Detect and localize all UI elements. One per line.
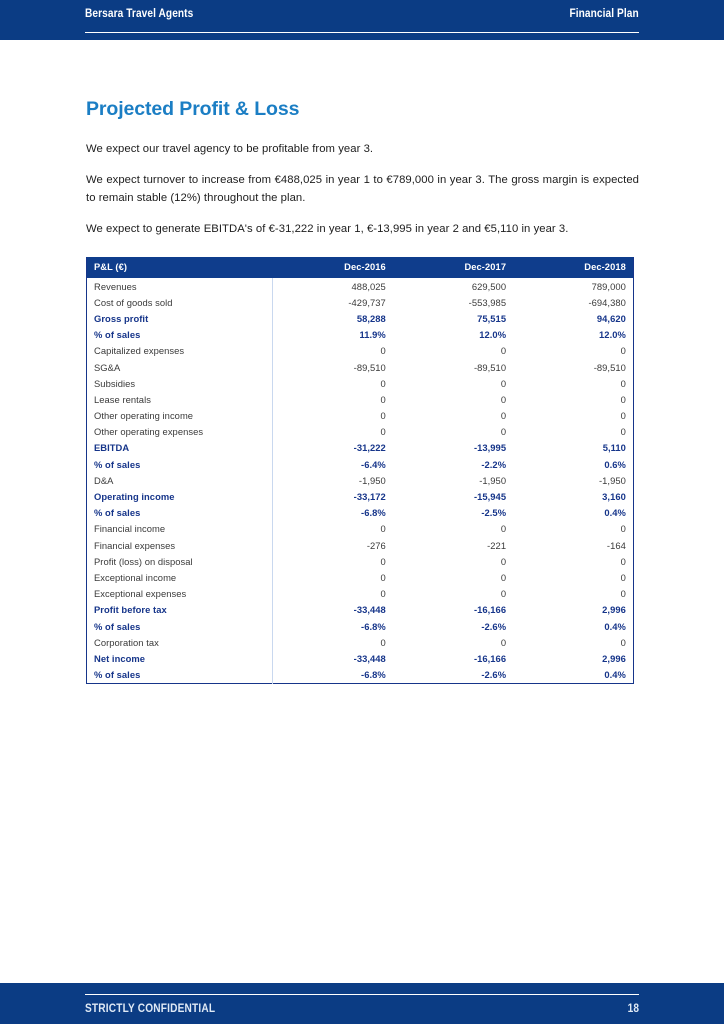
table-row [87, 569, 634, 585]
row-label: D&A [87, 472, 273, 488]
row-value: 0 [620, 377, 626, 389]
row-value: 0 [620, 345, 626, 357]
row-value: 0.4% [604, 507, 626, 519]
row-value: -429,737 [348, 296, 386, 308]
row-value: 12.0% [479, 329, 507, 341]
table-row [87, 278, 634, 294]
row-value: 0 [380, 555, 386, 567]
table-row [87, 602, 634, 618]
page-content [86, 40, 638, 684]
table-row [87, 472, 634, 488]
table-row [87, 634, 634, 650]
table-row [87, 310, 634, 326]
row-value: 0 [620, 555, 626, 567]
row-label: % of sales [87, 505, 273, 521]
row-value: -2.6% [481, 669, 507, 681]
row-value: 0 [380, 393, 386, 405]
table-row [87, 586, 634, 602]
row-value: -553,985 [468, 296, 507, 308]
table-header-row [87, 257, 634, 278]
row-value: 0 [380, 588, 386, 600]
row-value: -6.4% [361, 458, 386, 470]
row-value: -221 [487, 539, 507, 551]
row-value: 0.4% [604, 620, 626, 632]
row-value: -694,380 [588, 296, 626, 308]
row-value: 0 [380, 523, 386, 535]
footer-page-number: 18 [627, 1003, 639, 1015]
table-row [87, 456, 634, 472]
row-value: -1,950 [599, 474, 626, 486]
row-label: Operating income [87, 488, 273, 504]
row-value: -16,166 [473, 652, 507, 664]
row-value: -2.5% [481, 507, 507, 519]
row-value: 0 [380, 426, 386, 438]
row-label: Exceptional expenses [87, 586, 273, 602]
table-row [87, 294, 634, 310]
row-value: -89,510 [353, 361, 386, 373]
row-value: -33,448 [353, 604, 386, 616]
row-value: 0 [380, 377, 386, 389]
row-value: 0 [380, 571, 386, 583]
row-value: 0 [500, 345, 507, 357]
row-label: Exceptional income [87, 569, 273, 585]
row-value: -2.2% [481, 458, 507, 470]
row-label: % of sales [87, 327, 273, 343]
table-row [87, 505, 634, 521]
table-row [87, 488, 634, 504]
row-label: % of sales [87, 456, 273, 472]
row-value: -15,945 [473, 491, 507, 503]
row-value: 0 [380, 410, 386, 422]
row-value: 789,000 [591, 280, 626, 292]
row-value: -1,950 [479, 474, 507, 486]
row-value: -2.6% [481, 620, 507, 632]
row-label: Cost of goods sold [87, 294, 273, 310]
row-label: Capitalized expenses [87, 343, 273, 359]
table-row [87, 343, 634, 359]
table-row [87, 537, 634, 553]
row-label: Other operating income [87, 408, 273, 424]
row-value: 0 [500, 426, 507, 438]
table-row [87, 424, 634, 440]
paragraph-turnover: We expect turnover to increase from €488,025 in year 1 to €789,000 in year 3. The gross margin is expected to remain stable (12%) throughout the plan. [86, 174, 639, 204]
row-value: 11.9% [359, 329, 386, 341]
row-value: 0 [620, 523, 626, 535]
row-label: Gross profit [87, 310, 273, 326]
row-label: SG&A [87, 359, 273, 375]
row-value: 629,500 [471, 280, 507, 292]
row-value: 2,996 [602, 652, 626, 664]
row-value: 0 [620, 410, 626, 422]
row-label: Profit (loss) on disposal [87, 553, 273, 569]
page-title: Projected Profit & Loss [86, 98, 300, 120]
row-value: 0 [500, 588, 507, 600]
row-value: 488,025 [351, 280, 386, 292]
profit-and-loss-table [86, 257, 634, 684]
row-label: Financial expenses [87, 537, 273, 553]
page-header-rule [85, 8, 639, 33]
table-row [87, 327, 634, 343]
page-footer-band [0, 983, 724, 1024]
row-value: 3,160 [602, 491, 626, 503]
table-row [87, 359, 634, 375]
table-row [87, 650, 634, 666]
row-value: -6.8% [361, 669, 386, 681]
row-value: 0 [620, 636, 626, 648]
row-value: 0 [500, 636, 507, 648]
column-header-dec-2018: Dec-2018 [513, 257, 633, 278]
row-value: -6.8% [361, 507, 386, 519]
table-row [87, 408, 634, 424]
table-row [87, 553, 634, 569]
row-label: Lease rentals [87, 391, 273, 407]
table-row [87, 521, 634, 537]
row-value: 0.4% [604, 669, 626, 681]
row-value: 0 [620, 571, 626, 583]
column-header-dec-2016: Dec-2016 [273, 257, 393, 278]
column-header-dec-2017: Dec-2017 [393, 257, 513, 278]
row-value: -16,166 [473, 604, 507, 616]
table-row [87, 440, 634, 456]
row-value: 0 [500, 393, 507, 405]
row-value: 0.6% [604, 458, 626, 470]
row-value: 75,515 [477, 312, 507, 324]
row-value: 94,620 [596, 312, 626, 324]
row-value: 0 [500, 571, 507, 583]
row-value: -33,172 [353, 491, 386, 503]
row-value: 0 [500, 523, 507, 535]
header-document-title: Financial Plan [569, 8, 639, 20]
row-value: -6.8% [361, 620, 386, 632]
row-value: -33,448 [353, 652, 386, 664]
row-label: EBITDA [87, 440, 273, 456]
table-row [87, 618, 634, 634]
row-value: 2,996 [602, 604, 626, 616]
table-row [87, 391, 634, 407]
row-value: 0 [620, 588, 626, 600]
page-header-band [0, 0, 724, 40]
table-row [87, 375, 634, 391]
row-label: Financial income [87, 521, 273, 537]
row-value: 0 [380, 636, 386, 648]
row-value: 0 [500, 555, 507, 567]
column-header-label: P&L (€) [87, 257, 273, 278]
header-company-name: Bersara Travel Agents [85, 8, 194, 20]
row-value: 0 [500, 410, 507, 422]
row-label: % of sales [87, 618, 273, 634]
row-value: 0 [500, 377, 507, 389]
row-label: Corporation tax [87, 634, 273, 650]
row-label: Revenues [87, 278, 273, 294]
row-value: -276 [366, 539, 386, 551]
row-value: 58,288 [356, 312, 386, 324]
row-value: -13,995 [473, 442, 507, 454]
row-label: % of sales [87, 667, 273, 684]
row-value: 0 [380, 345, 386, 357]
row-value: -164 [606, 539, 626, 551]
row-value: -31,222 [353, 442, 386, 454]
row-label: Other operating expenses [87, 424, 273, 440]
row-value: -89,510 [593, 361, 626, 373]
row-value: -89,510 [473, 361, 507, 373]
row-label: Profit before tax [87, 602, 273, 618]
footer-confidentiality-notice: STRICTLY CONFIDENTIAL [85, 1003, 216, 1015]
row-value: 12.0% [599, 329, 626, 341]
row-value: 0 [620, 426, 626, 438]
paragraph-ebitda: We expect to generate EBITDA's of €-31,222 in year 1, €-13,995 in year 2 and €5,110 in year 3. [86, 223, 569, 235]
row-label: Subsidies [87, 375, 273, 391]
row-value: -1,950 [358, 474, 386, 486]
paragraph-profitability: We expect our travel agency to be profitable from year 3. [86, 143, 374, 155]
table-body [87, 278, 634, 683]
page-footer-rule [85, 994, 639, 1016]
row-value: 0 [620, 393, 626, 405]
row-label: Net income [87, 650, 273, 666]
row-value: 5,110 [602, 442, 626, 454]
table-header [87, 257, 634, 278]
table-row [87, 667, 634, 684]
